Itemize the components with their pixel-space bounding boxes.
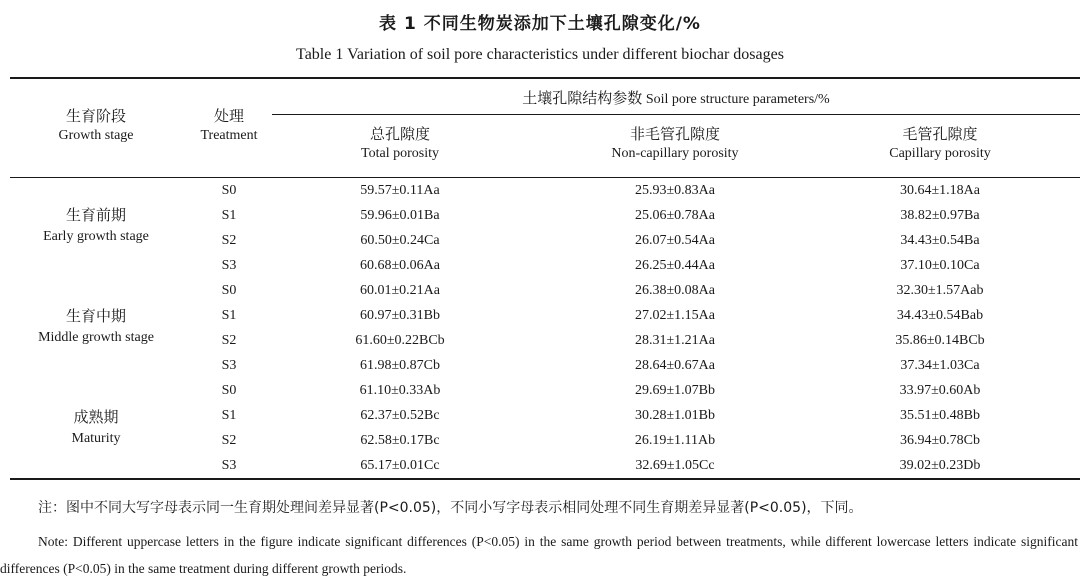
cell-capillary-porosity: 33.97±0.60Ab [899, 383, 981, 398]
table-row [0, 328, 1080, 353]
header-pore-params-cn: 土壤孔隙结构参数 [522, 89, 643, 107]
header-noncapillary-porosity [560, 124, 790, 164]
cell-capillary-porosity: 38.82±0.97Ba [900, 208, 980, 223]
table-row [0, 378, 1080, 403]
cell-noncapillary-porosity: 28.31±1.21Aa [634, 333, 715, 348]
cell-treatment: S3 [221, 458, 237, 473]
stage-maturity-en: Maturity [71, 431, 121, 446]
cell-total-porosity: 59.57±0.11Aa [360, 183, 440, 198]
cell-total-porosity: 61.98±0.87Cb [359, 358, 441, 373]
table-title-cn: 表 1 不同生物炭添加下土壤孔隙变化/% [379, 14, 701, 34]
cell-capillary-porosity: 37.10±0.10Ca [900, 258, 980, 273]
table-title-en: Table 1 Variation of soil pore characteristics under different biochar dosages [296, 46, 784, 63]
table-note-en [0, 528, 1078, 582]
cell-capillary-porosity: 34.43±0.54Bab [896, 308, 984, 323]
stage-middle-en: Middle growth stage [38, 330, 154, 345]
stage-middle-cn: 生育中期 [65, 307, 126, 325]
table-row [0, 428, 1080, 453]
cell-noncapillary-porosity: 30.28±1.01Bb [634, 408, 716, 423]
header-noncap-cn: 非毛管孔隙度 [629, 125, 720, 143]
cell-capillary-porosity: 32.30±1.57Aab [896, 283, 984, 298]
cell-noncapillary-porosity: 26.07±0.54Aa [634, 233, 715, 248]
header-total-porosity [310, 124, 490, 164]
table-note-en-text: Different uppercase letters in the figure indicate significant differences (P<0.05) in the same growth period between treatments, while different lowercase letters indicate significant differences (P<0.05) in the same treatment during different growth periods. [0, 534, 1078, 576]
cell-total-porosity: 60.50±0.24Ca [360, 233, 440, 248]
cell-total-porosity: 61.60±0.22BCb [355, 333, 445, 348]
cell-noncapillary-porosity: 29.69±1.07Bb [634, 383, 716, 398]
cell-noncapillary-porosity: 26.38±0.08Aa [634, 283, 715, 298]
header-cap-en: Capillary porosity [889, 146, 991, 161]
cell-total-porosity: 60.97±0.31Bb [359, 308, 441, 323]
cell-capillary-porosity: 30.64±1.18Aa [899, 183, 980, 198]
cell-treatment: S1 [221, 308, 237, 323]
table-row [0, 228, 1080, 253]
cell-treatment: S2 [221, 233, 237, 248]
cell-treatment: S0 [221, 183, 237, 198]
params-subrule [272, 114, 1080, 115]
header-pore-params-en: Soil pore structure parameters/% [645, 92, 830, 107]
header-noncap-en: Non-capillary porosity [611, 146, 739, 161]
cell-total-porosity: 61.10±0.33Ab [359, 383, 441, 398]
table-row [0, 203, 1080, 228]
header-treatment-en: Treatment [200, 128, 258, 143]
cell-noncapillary-porosity: 32.69±1.05Cc [635, 458, 715, 473]
table-row [0, 403, 1080, 428]
cell-noncapillary-porosity: 26.19±1.11Ab [634, 433, 716, 448]
cell-total-porosity: 60.68±0.06Aa [359, 258, 440, 273]
header-pore-params [272, 87, 1080, 108]
cell-treatment: S0 [221, 283, 237, 298]
header-treatment-cn: 处理 [213, 107, 244, 125]
stage-maturity-cn: 成熟期 [73, 408, 119, 426]
cell-capillary-porosity: 34.43±0.54Ba [900, 233, 980, 248]
table-row [0, 278, 1080, 303]
table-row [0, 353, 1080, 378]
table-row [0, 453, 1080, 478]
header-capillary-porosity [850, 124, 1030, 164]
cell-total-porosity: 62.37±0.52Bc [360, 408, 440, 423]
cell-noncapillary-porosity: 25.93±0.83Aa [634, 183, 715, 198]
header-cap-cn: 毛管孔隙度 [902, 125, 978, 143]
header-treatment [190, 106, 268, 146]
cell-treatment: S2 [221, 433, 237, 448]
header-total-en: Total porosity [361, 146, 439, 161]
stage-early-cn: 生育前期 [65, 206, 126, 224]
cell-capillary-porosity: 37.34±1.03Ca [900, 358, 980, 373]
table-row [0, 303, 1080, 328]
cell-total-porosity: 60.01±0.21Aa [359, 283, 440, 298]
cell-capillary-porosity: 35.51±0.48Bb [899, 408, 981, 423]
header-growth-stage [10, 106, 182, 146]
cell-treatment: S2 [221, 333, 237, 348]
table-row [0, 178, 1080, 203]
table-note-en-label: Note: [38, 534, 68, 549]
cell-noncapillary-porosity: 26.25±0.44Aa [634, 258, 715, 273]
cell-total-porosity: 59.96±0.01Ba [360, 208, 440, 223]
cell-capillary-porosity: 35.86±0.14BCb [895, 333, 985, 348]
cell-treatment: S1 [221, 208, 237, 223]
header-total-cn: 总孔隙度 [369, 125, 430, 143]
header-growth-stage-cn: 生育阶段 [65, 107, 126, 125]
bottom-rule [10, 478, 1080, 480]
cell-treatment: S1 [221, 408, 237, 423]
cell-capillary-porosity: 39.02±0.23Db [899, 458, 981, 473]
top-rule [10, 77, 1080, 79]
cell-noncapillary-porosity: 28.64±0.67Aa [634, 358, 715, 373]
cell-noncapillary-porosity: 25.06±0.78Aa [634, 208, 715, 223]
cell-treatment: S3 [221, 258, 237, 273]
cell-capillary-porosity: 36.94±0.78Cb [899, 433, 981, 448]
table-note-cn: 注：图中不同大写字母表示同一生育期处理间差异显著(P<0.05)，不同小写字母表示相同处理不同生育期差异显著(P<0.05)，下同。 [38, 500, 863, 516]
cell-treatment: S0 [221, 383, 237, 398]
header-growth-stage-en: Growth stage [58, 128, 134, 143]
cell-total-porosity: 65.17±0.01Cc [360, 458, 440, 473]
stage-early-en: Early growth stage [43, 229, 149, 244]
cell-total-porosity: 62.58±0.17Bc [360, 433, 440, 448]
cell-noncapillary-porosity: 27.02±1.15Aa [634, 308, 715, 323]
table-row [0, 253, 1080, 278]
cell-treatment: S3 [221, 358, 237, 373]
